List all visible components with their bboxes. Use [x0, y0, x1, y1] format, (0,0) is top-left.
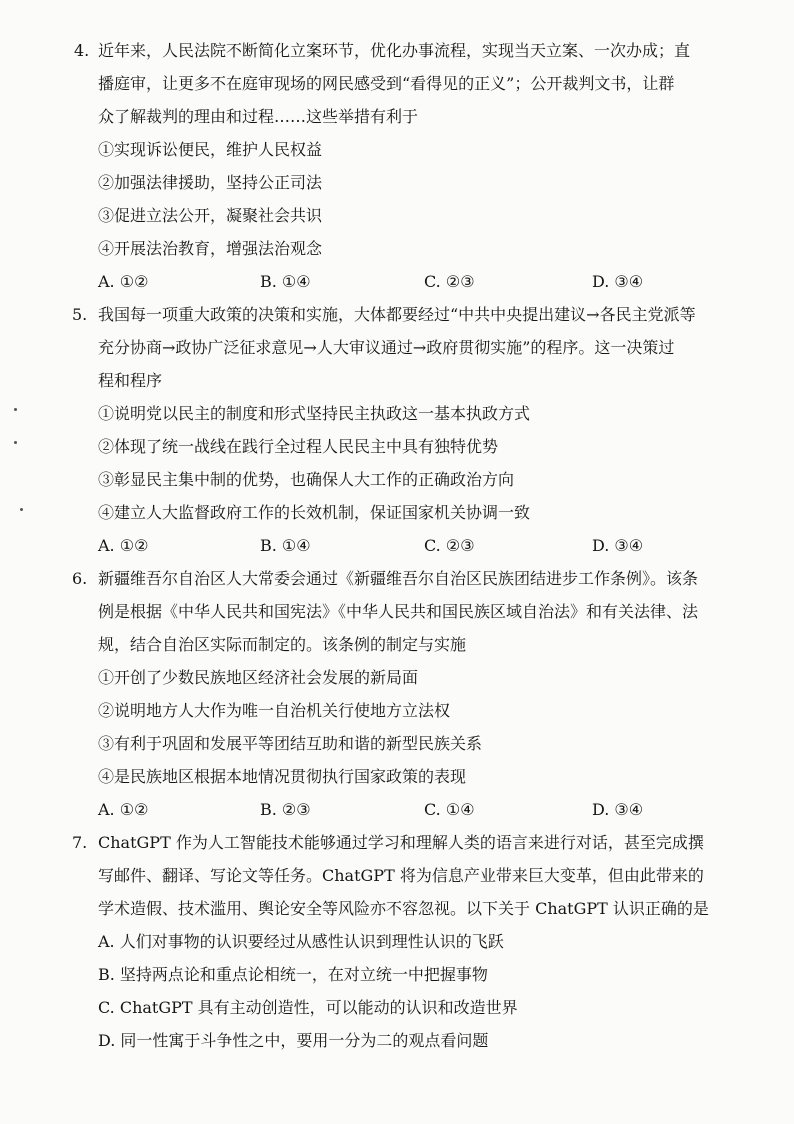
- question-stem-line: 学术造假、技术滥用、舆论安全等风险亦不容忽视。以下关于 ChatGPT 认识正确的是: [98, 899, 709, 918]
- scan-speck: [14, 408, 17, 411]
- statement-item: ②体现了统一战线在践行全过程人民民主中具有独特优势: [98, 437, 499, 456]
- statement-item: ①说明党以民主的制度和形式坚持民主执政这一基本执政方式: [98, 404, 531, 423]
- question-stem-line: 播庭审，让更多不在庭审现场的网民感受到“看得见的正义”；公开裁判文书，让群: [98, 74, 675, 93]
- statement-item: ②加强法律援助，坚持公正司法: [98, 173, 323, 192]
- choice-a: A. ①②: [98, 272, 149, 291]
- choice-b: B. ②③: [260, 800, 311, 819]
- scan-speck: [14, 441, 17, 444]
- choice-c: C. ②③: [424, 272, 475, 291]
- question-7: [72, 826, 734, 1057]
- question-stem-line: 写邮件、翻译、写论文等任务。ChatGPT 将为信息产业带来巨大变革，但由此带来的: [98, 866, 704, 885]
- question-stem-line: 规，结合自治区实际而制定的。该条例的制定与实施: [98, 635, 467, 654]
- statement-item: ②说明地方人大作为唯一自治机关行使地方立法权: [98, 701, 451, 720]
- answer-choices: [98, 793, 734, 826]
- question-5: [72, 298, 734, 562]
- statement-item: ④开展法治教育，增强法治观念: [98, 239, 323, 258]
- question-stem-line: 5. 我国每一项重大政策的决策和实施，大体都要经过“中共中央提出建议→各民主党派等: [98, 298, 734, 331]
- scan-speck: [20, 508, 23, 511]
- option-a: A. 人们对事物的认识要经过从感性认识到理性认识的飞跃: [98, 932, 504, 951]
- question-4: [74, 34, 734, 298]
- statement-item: ④是民族地区根据本地情况贯彻执行国家政策的表现: [98, 767, 467, 786]
- statement-item: ①实现诉讼便民，维护人民权益: [98, 140, 323, 159]
- question-stem-line: 4. 近年来，人民法院不断简化立案环节，优化办事流程，实现当天立案、一次办成；直: [98, 34, 734, 67]
- choice-d: D. ③④: [592, 536, 644, 555]
- choice-b: B. ①④: [260, 536, 311, 555]
- question-6: [72, 562, 734, 826]
- choice-a: A. ①②: [98, 536, 149, 555]
- choice-a: A. ①②: [98, 800, 149, 819]
- question-stem-line: 7. ChatGPT 作为人工智能技术能够通过学习和理解人类的语言来进行对话，甚至完成撰: [98, 826, 734, 859]
- question-stem-line: 众了解裁判的理由和过程……这些举措有利于: [98, 107, 419, 126]
- option-c: C. ChatGPT 具有主动创造性，可以能动的认识和改造世界: [98, 998, 518, 1017]
- question-number: 5.: [72, 305, 88, 324]
- statement-item: ④建立人大监督政府工作的长效机制，保证国家机关协调一致: [98, 503, 531, 522]
- answer-choices: [98, 265, 734, 298]
- question-stem-line: 充分协商→政协广泛征求意见→人大审议通过→政府贯彻实施”的程序。这一决策过: [98, 338, 675, 357]
- question-stem-line: 6. 新疆维吾尔自治区人大常委会通过《新疆维吾尔自治区民族团结进步工作条例》。该条: [98, 562, 734, 595]
- statement-item: ①开创了少数民族地区经济社会发展的新局面: [98, 668, 419, 687]
- question-stem-line: 程和程序: [98, 371, 163, 390]
- question-number: 7.: [72, 833, 88, 852]
- option-b: B. 坚持两点论和重点论相统一，在对立统一中把握事物: [98, 965, 488, 984]
- choice-c: C. ②③: [424, 536, 475, 555]
- statement-item: ③彰显民主集中制的优势，也确保人大工作的正确政治方向: [98, 470, 515, 489]
- question-number: 6.: [72, 569, 88, 588]
- question-number: 4.: [74, 41, 90, 60]
- choice-c: C. ①④: [424, 800, 475, 819]
- statement-item: ③促进立法公开，凝聚社会共识: [98, 206, 323, 225]
- question-stem-line: 例是根据《中华人民共和国宪法》《中华人民共和国民族区域自治法》和有关法律、法: [98, 602, 699, 621]
- choice-d: D. ③④: [592, 272, 644, 291]
- statement-item: ③有利于巩固和发展平等团结互助和谐的新型民族关系: [98, 734, 483, 753]
- option-d: D. 同一性寓于斗争性之中，要用一分为二的观点看问题: [98, 1031, 489, 1050]
- choice-b: B. ①④: [260, 272, 311, 291]
- answer-choices: [98, 529, 734, 562]
- choice-d: D. ③④: [592, 800, 644, 819]
